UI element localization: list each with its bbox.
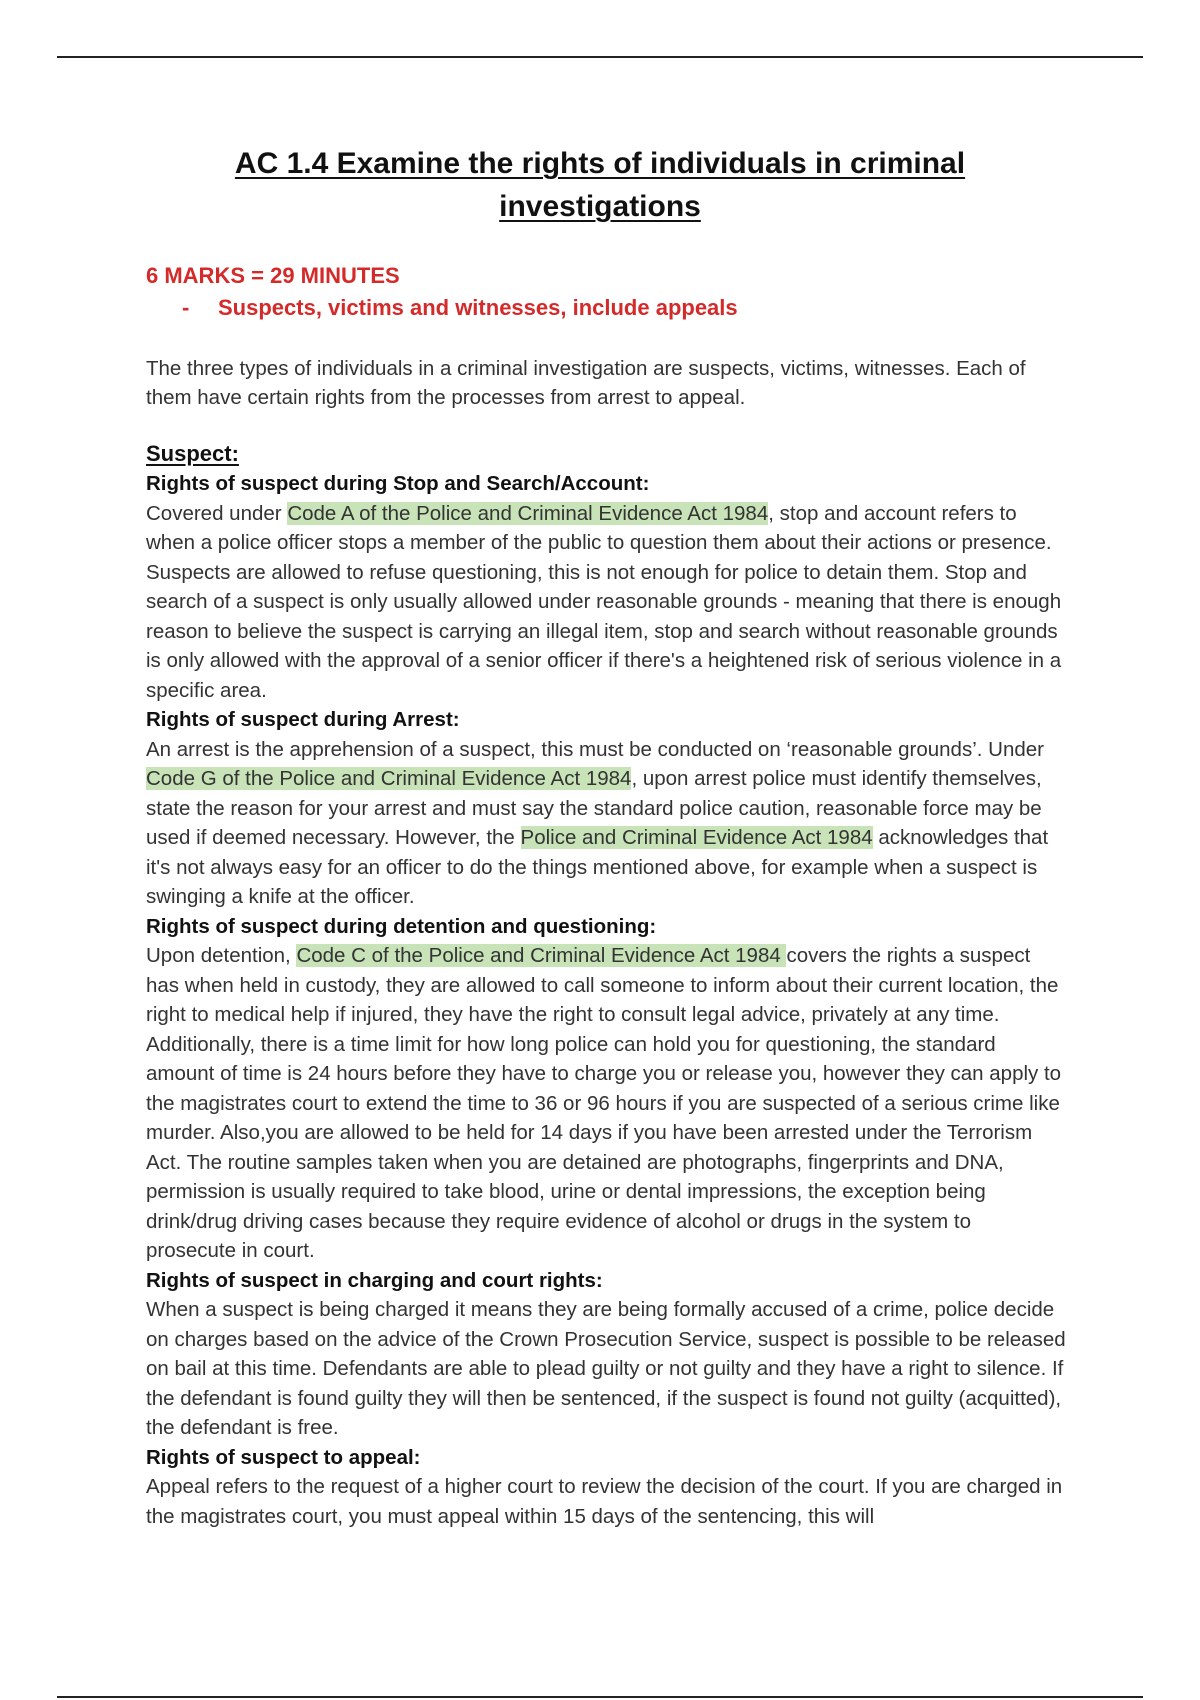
text-segment: , stop and account refers to when a police officer stops a member of the public to question them about their actions or presence. Suspects are allowed to refuse questioning, this is not enough for police to detain them. Stop and search of a suspect is only usually allowed under reasonable grounds - meaning that there is enough reason to believe the suspect is carrying an illegal item, stop and search without reasonable grounds is only allowed with the approval of a senior officer if there's a heightened risk of serious violence in a specific area. <box>146 501 1062 702</box>
text-segment: Covered under <box>146 501 288 525</box>
document-body <box>146 260 1066 1531</box>
text-segment: , upon arrest police must identify themselves, state the reason for your arrest and must say the standard police caution, reasonable force may be used if deemed necessary. However, the <box>146 767 1042 849</box>
paragraph-charging: When a suspect is being charged it means they are being formally accused of a crime, police decide on charges based on the advice of the Crown Prosecution Service, suspect is possible to be released on bail at this time. Defendants are able to plead guilty or not guilty and they have a right to silence. If the defendant is found guilty they will then be sentenced, if the suspect is found not guilty (acquitted), the defendant is free. <box>146 1298 1066 1439</box>
heading-appeal: Rights of suspect to appeal: <box>146 1445 421 1469</box>
heading-stop-search: Rights of suspect during Stop and Search/Account: <box>146 472 650 495</box>
text-segment: acknowledges that it's not always easy for an officer to do the things mentioned above, for example when a suspect is swinging a knife at the officer. <box>146 826 1049 908</box>
intro-paragraph: The three types of individuals in a criminal investigation are suspects, victims, witnesses. Each of them have certain rights from the processes from arrest to appeal. <box>146 357 1026 409</box>
bottom-rule <box>57 1696 1143 1698</box>
highlight-code-g: Code G of the Police and Criminal Evidence Act 1984 <box>146 767 632 790</box>
highlight-pace: Police and Criminal Evidence Act 1984 <box>520 826 873 849</box>
paragraph-detention <box>146 941 1066 1266</box>
paragraph-stop-search <box>146 499 1066 706</box>
text-segment: An arrest is the apprehension of a suspect, this must be conducted on ‘reasonable grounds’. Under <box>146 737 1044 761</box>
highlight-code-c: Code C of the Police and Criminal Evidence Act 1984 <box>296 944 787 967</box>
text-segment: covers the rights a suspect has when held in custody, they are allowed to call someone to inform about their current location, the right to medical help if injured, they have the right to consult legal advice, privately at any time. Additionally, there is a time limit for how long police can hold you for questioning, the standard amount of time is 24 hours before they have to charge you or release you, however they can apply to the magistrates court to extend the time to 36 or 96 hours if you are suspected of a serious crime like murder. Also,you are allowed to be held for 14 days if you have been arrested under the Terrorism Act. The routine samples taken when you are detained are photographs, fingerprints and DNA, permission is usually required to take blood, urine or dental impressions, the exception being drink/drug driving cases because they require evidence of alcohol or drugs in the system to prosecute in court. <box>146 944 1062 1262</box>
text-segment: Upon detention, <box>146 944 297 967</box>
top-rule <box>57 56 1143 58</box>
marks-bullet-item <box>146 292 1066 324</box>
heading-charging: Rights of suspect in charging and court rights: <box>146 1268 603 1292</box>
marks-bullet-text: Suspects, victims and witnesses, include appeals <box>218 295 738 320</box>
highlight-code-a: Code A of the Police and Criminal Evidence Act 1984 <box>287 501 769 525</box>
marks-line: 6 MARKS = 29 MINUTES <box>146 263 400 288</box>
section-title-suspect: Suspect: <box>146 441 239 466</box>
paragraph-appeal: Appeal refers to the request of a higher court to review the decision of the court. If you are charged in the magistrates court, you must appeal within 15 days of the sentencing, this will <box>146 1475 1063 1528</box>
bullet-dash: - <box>182 295 190 320</box>
page-title: AC 1.4 Examine the rights of individuals in criminal investigations <box>234 147 966 223</box>
paragraph-arrest <box>146 735 1066 912</box>
heading-arrest: Rights of suspect during Arrest: <box>146 708 460 731</box>
heading-detention: Rights of suspect during detention and questioning: <box>146 914 657 938</box>
